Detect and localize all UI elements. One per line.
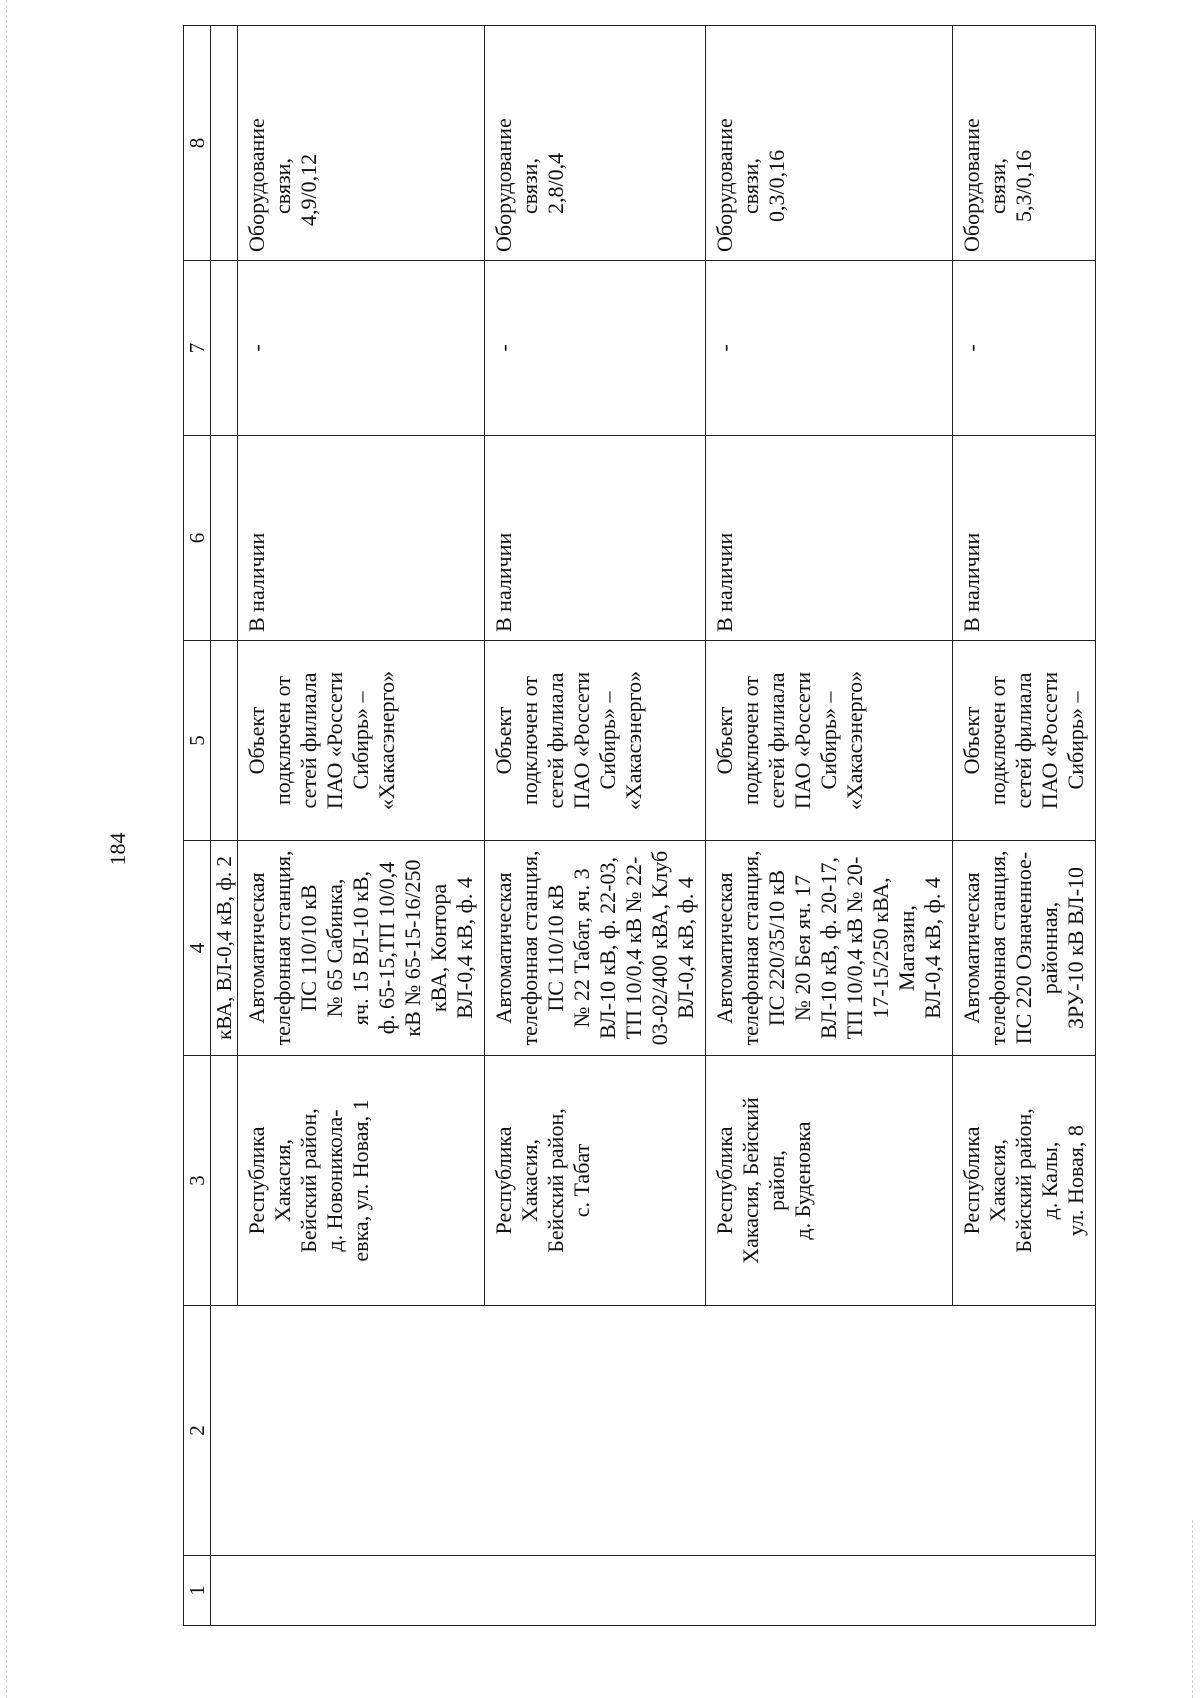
scan-edge-left (6, 0, 7, 1698)
equipment-cell: Оборудование связи, 4,9/0,12 (238, 26, 485, 261)
connection-point-cell: Автоматическая телефонная станция, ПС 110/10 кВ № 22 Табат, яч. 3 ВЛ-10 кВ, ф. 22-03, ТП 10/0,4 кВ № 22- 03-02/400 кВА, Клуб ВЛ-0,4 кВ, ф. 4 (485, 841, 706, 1056)
address-cell: Республика Хакасия, Бейский район, д. Калы, ул. Новая, 8 (953, 1056, 1096, 1306)
connection-status-cell: Объект подключен от сетей филиала ПАО «Россети Сибирь» – «Хакасэнерго» (706, 641, 953, 841)
connection-point-cell: Автоматическая телефонная станция, ПС 220 Означенное- районная, ЗРУ-10 кВ ВЛ-10 (953, 841, 1096, 1056)
page-number: 184 (105, 832, 130, 866)
column-number: 4 (184, 841, 211, 1056)
availability-cell: В наличии (706, 436, 953, 641)
table-cell: кВА, ВЛ-0,4 кВ, ф. 2 (211, 841, 238, 1056)
connection-status-cell: Объект подключен от сетей филиала ПАО «Россети Сибирь» – (953, 641, 1096, 841)
address-cell: Республика Хакасия, Бейский район, с. Табат (485, 1056, 706, 1306)
column-number: 3 (184, 1056, 211, 1306)
merged-cell-col2 (211, 1306, 1096, 1556)
availability-cell: В наличии (953, 436, 1096, 641)
dash-cell: - (706, 261, 953, 436)
column-number: 2 (184, 1306, 211, 1556)
column-number: 5 (184, 641, 211, 841)
connection-status-cell: Объект подключен от сетей филиала ПАО «Россети Сибирь» – «Хакасэнерго» (238, 641, 485, 841)
scan-edge-right (1192, 1520, 1193, 1698)
dash-cell: - (953, 261, 1096, 436)
column-number: 1 (184, 1556, 211, 1626)
column-number: 7 (184, 261, 211, 436)
availability-cell: В наличии (238, 436, 485, 641)
merged-cell-col1 (211, 1556, 1096, 1626)
continuation-row (211, 26, 238, 1626)
availability-cell: В наличии (485, 436, 706, 641)
connection-status-cell: Объект подключен от сетей филиала ПАО «Россети Сибирь» – «Хакасэнерго» (485, 641, 706, 841)
table-cell (211, 436, 238, 641)
column-number-row (184, 26, 211, 1626)
connection-point-cell: Автоматическая телефонная станция, ПС 110/10 кВ № 65 Сабинка, яч. 15 ВЛ-10 кВ, ф. 65-15,ТП 10/0,4 кВ № 65-15-16/250 кВА, Контора ВЛ-0,4 кВ, ф. 4 (238, 841, 485, 1056)
address-cell: Республика Хакасия, Бейский район, д. Буденовка (706, 1056, 953, 1306)
table-cell (211, 26, 238, 261)
equipment-cell: Оборудование связи, 2,8/0,4 (485, 26, 706, 261)
address-cell: Республика Хакасия, Бейский район, д. Новоникола- евка, ул. Новая, 1 (238, 1056, 485, 1306)
table-cell (211, 261, 238, 436)
table-cell (211, 641, 238, 841)
rotated-page (183, 26, 1113, 1626)
equipment-cell: Оборудование связи, 5,3/0,16 (953, 26, 1096, 261)
data-table (183, 25, 1096, 1626)
column-number: 8 (184, 26, 211, 261)
table-cell (211, 1056, 238, 1306)
dash-cell: - (485, 261, 706, 436)
column-number: 6 (184, 436, 211, 641)
connection-point-cell: Автоматическая телефонная станция, ПС 220/35/10 кВ № 20 Бея яч. 17 ВЛ-10 кВ, ф. 20-17, ТП 10/0,4 кВ № 20- 17-15/250 кВА, Магазин, ВЛ-0,4 кВ, ф. 4 (706, 841, 953, 1056)
equipment-cell: Оборудование связи, 0,3/0,16 (706, 26, 953, 261)
dash-cell: - (238, 261, 485, 436)
